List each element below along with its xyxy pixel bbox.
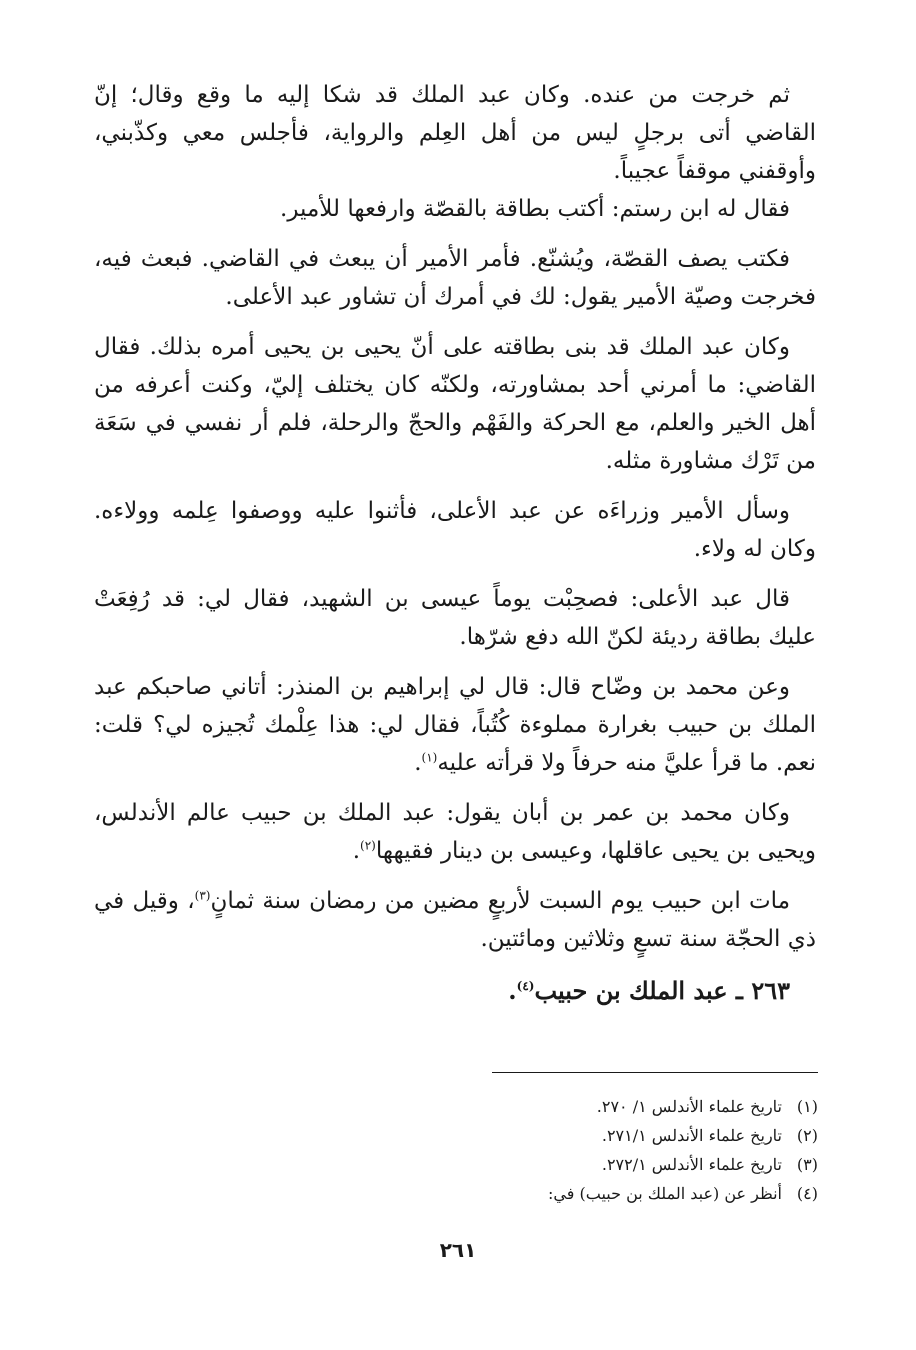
footnote-ref: (١) (421, 750, 438, 765)
paragraph-8: وكان محمد بن عمر بن أبان يقول: عبد الملك بن حبيب عالم الأندلس، ويحيى بن يحيى عاقلها، وعيسى بن دينار فقيهها$^{(٢)}$. (94, 800, 816, 864)
paragraph-text: فقال له ابن رستم: أكتب بطاقة بالقصّة وارفعها للأمير. (280, 196, 790, 222)
heading-text: ٢٦٣ ـ عبد الملك بن حبيب (534, 976, 790, 1005)
paragraph-text: وكان محمد بن عمر بن أبان يقول: عبد الملك بن حبيب عالم الأندلس، ويحيى بن يحيى عاقلها، وعيسى بن دينار فقيهها (94, 800, 816, 864)
footnote-2 (398, 1121, 818, 1150)
footnote-text: تاريخ علماء الأندلس ٢٧٢/١. (601, 1155, 782, 1174)
paragraph-text: وعن محمد بن وضّاح قال: قال لي إبراهيم بن المنذر: أتاني صاحبكم عبد الملك بن حبيب بغرارة مملوءة كُتُباً، فقال لي: هذا عِلْمك تُجيزه لي؟ قلت: نعم. ما قرأ عليَّ منه حرفاً ولا قرأته عليه (94, 674, 816, 776)
footnote-text: تاريخ علماء الأندلس ١/ ٢٧٠. (596, 1097, 782, 1116)
footnote-divider (492, 1072, 818, 1073)
page-number: ٢٦١ (439, 1238, 477, 1262)
paragraph-text: ثم خرجت من عنده. وكان عبد الملك قد شكا إليه ما وقع وقال؛ إنّ القاضي أتى برجلٍ ليس من أهل العِلم والرواية، فأجلس معي وكذّبني، وأوقفني موقفاً عجيباً. (94, 82, 816, 184)
footnote-3 (398, 1150, 818, 1179)
footnote-ref: (٢) (360, 838, 376, 853)
section-heading: ٢٦٣ ـ عبد الملك بن حبيب$^{(٤)}$. (508, 976, 790, 1005)
paragraph-4 (94, 328, 816, 480)
paragraph-text: فكتب يصف القصّة، ويُشنّع. فأمر الأمير أن يبعث في القاضي. فبعث فيه، فخرجت وصيّة الأمير يقول: لك في أمرك أن تشاور عبد الأعلى. (94, 246, 816, 310)
footnote-number: (٢) (796, 1126, 818, 1145)
footnote-text: تاريخ علماء الأندلس ٢٧١/١. (601, 1126, 782, 1145)
main-text (94, 76, 816, 1034)
footnote-ref: (٣) (194, 888, 211, 903)
paragraph-1 (94, 76, 816, 190)
paragraph-3 (94, 240, 816, 316)
footnotes (398, 1092, 818, 1208)
paragraph-9 (94, 882, 816, 958)
paragraph-text: قال عبد الأعلى: فصحِبْت يوماً عيسى بن الشهيد، فقال لي: قد رُفِعَتْ عليك بطاقة رديئة لكنّ الله دفع شرّها. (94, 586, 816, 650)
footnote-1 (398, 1092, 818, 1121)
paragraph-text: وسأل الأمير وزراءَه عن عبد الأعلى، فأثنوا عليه ووصفوا عِلمه وولاءه. وكان له ولاء. (94, 498, 816, 562)
paragraph-6 (94, 580, 816, 656)
footnote-number: (٣) (796, 1155, 818, 1174)
paragraph-7: وعن محمد بن وضّاح قال: قال لي إبراهيم بن المنذر: أتاني صاحبكم عبد الملك بن حبيب بغرارة مملوءة كُتُباً، فقال لي: هذا عِلْمك تُجيزه لي؟ قلت: نعم. ما قرأ عليَّ منه حرفاً ولا قرأته عليه$^{(١)}$. (94, 674, 816, 776)
footnote-text: أنظر عن (عبد الملك بن حبيب) في: (548, 1184, 782, 1203)
paragraph-2 (94, 190, 816, 228)
paragraph-5 (94, 492, 816, 568)
footnote-number: (٤) (796, 1184, 818, 1203)
paragraph-text: وكان عبد الملك قد بنى بطاقته على أنّ يحيى بن يحيى أمره بذلك. فقال القاضي: ما أمرني أحد بمشاورته، ولكنّه كان يختلف إليّ، وكنت أعرفه من أهل الخير والعلم، مع الحركة والفَهْم والحجّ والرحلة، فلم أر نفسي في سَعَة من تَرْك مشاورة مثله. (94, 334, 816, 474)
footnote-4 (398, 1179, 818, 1208)
footnote-number: (١) (796, 1097, 818, 1116)
footnote-ref: (٤) (516, 979, 535, 993)
paragraph-text-rest: ، وقيل في ذي الحجّة سنة تسعٍ وثلاثين ومائتين. (94, 888, 816, 952)
paragraph-text: مات ابن حبيب يوم السبت لأربعٍ مضين من رمضان سنة ثمانٍ (210, 888, 791, 914)
